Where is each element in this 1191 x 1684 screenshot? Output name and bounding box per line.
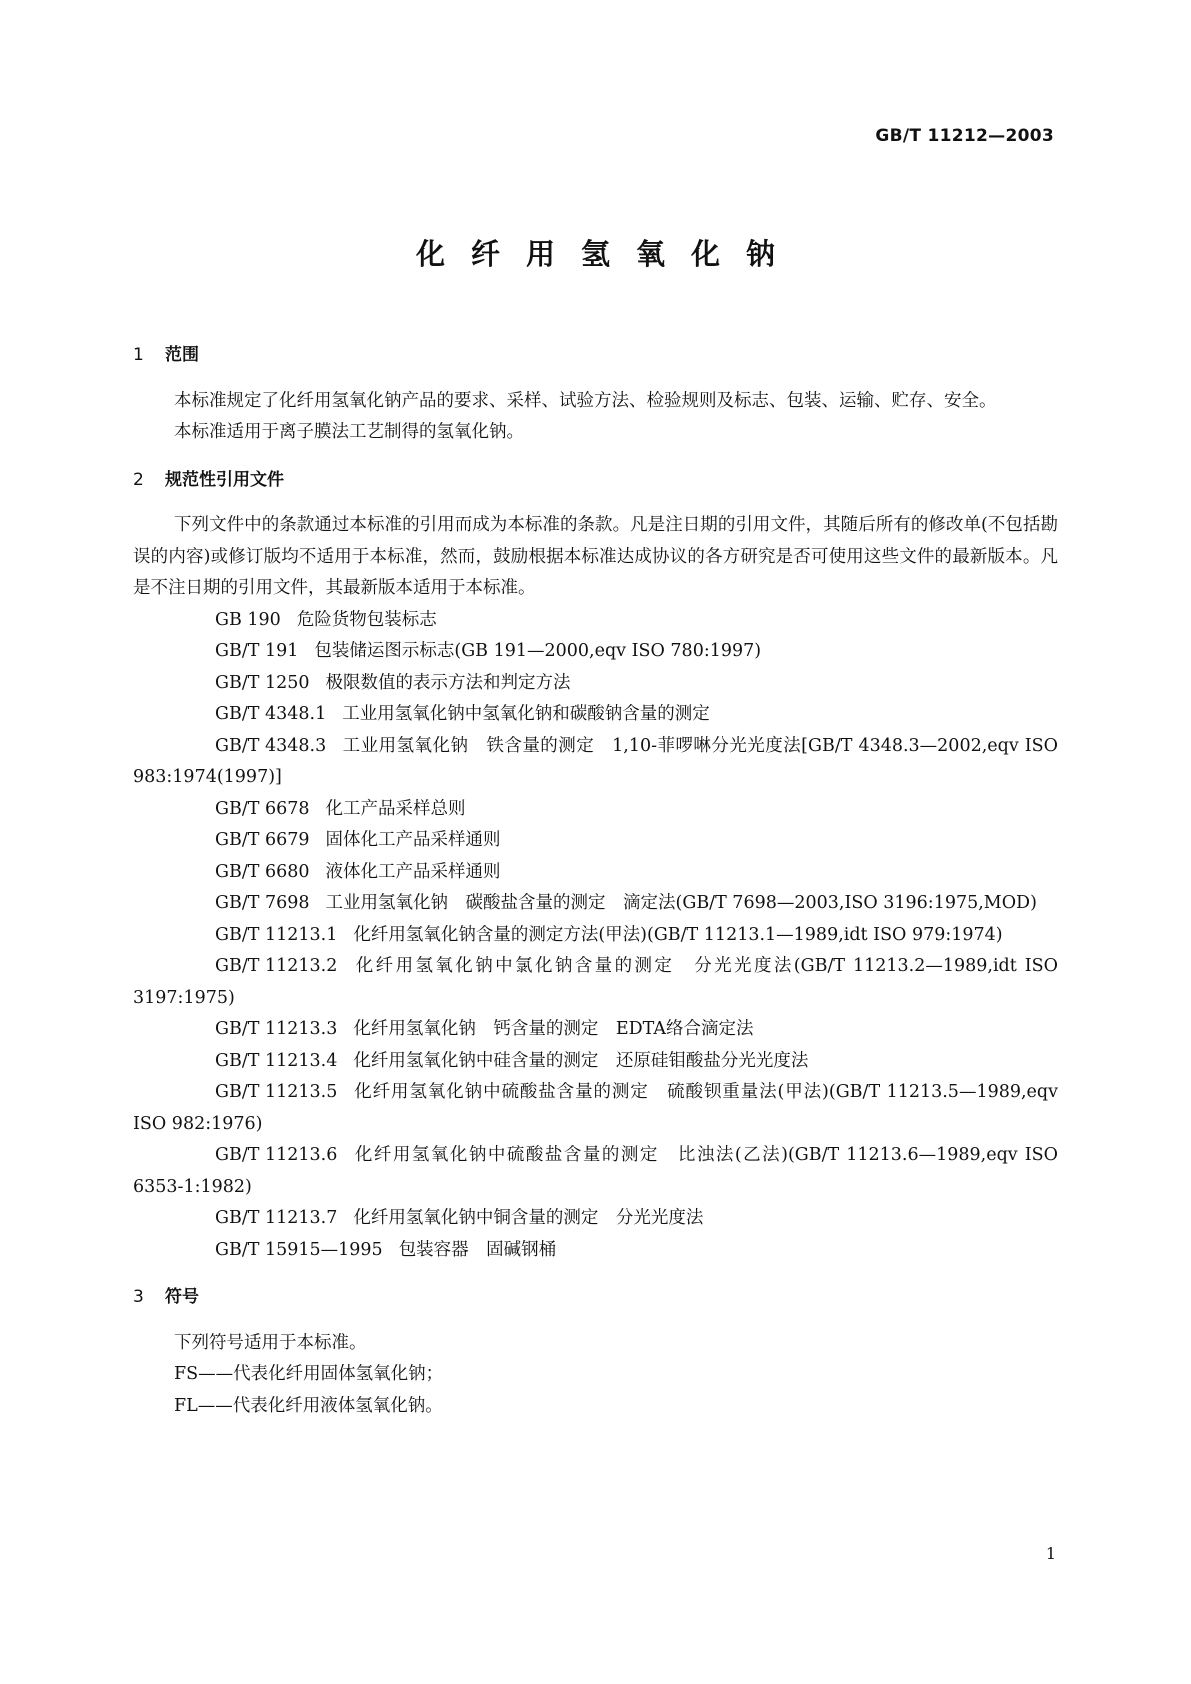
- section-heading: [133, 465, 1058, 497]
- reference-item: [133, 668, 1058, 700]
- reference-item: [133, 1046, 1058, 1078]
- reference-title: 化纤用氢氧化钠 钙含量的测定 EDTA络合滴定法: [353, 1019, 754, 1039]
- symbol-definition: FS——代表化纤用固体氢氧化钠；: [174, 1364, 444, 1384]
- reference-title: 化纤用氢氧化钠中硅含量的测定 还原硅钼酸盐分光光度法: [353, 1050, 809, 1071]
- section-heading: [133, 1282, 1058, 1314]
- reference-title: 化纤用氢氧化钠含量的测定方法(甲法)(GB/T 11213.1—1989,idt ISO 979:1974): [353, 924, 1003, 945]
- section-heading: [133, 340, 1058, 372]
- reference-title: 固体化工产品采样通则: [325, 830, 501, 850]
- reference-item: [133, 699, 1058, 731]
- reference-item: [133, 920, 1058, 952]
- reference-code: GB/T 15915—1995: [215, 1239, 383, 1260]
- reference-title: 包装储运图示标志(GB 191—2000,eqv ISO 780:1997): [314, 641, 762, 661]
- reference-item: [133, 857, 1058, 889]
- paragraph: 本标准适用于离子膜法工艺制得的氢氧化钠。: [174, 422, 524, 442]
- reference-item: [133, 888, 1058, 920]
- section-number: 1: [133, 345, 144, 365]
- reference-item: [133, 731, 1058, 794]
- paragraph: 下列文件中的条款通过本标准的引用而成为本标准的条款。凡是注日期的引用文件，其随后所有的修改单(不包括勘误的内容)或修订版均不适用于本标准，然而，鼓励根据本标准达成协议的各方研究是否可使用这些文件的最新版本。凡是不注日期的引用文件，其最新版本适用于本标准。: [133, 515, 1058, 598]
- document-body: [133, 340, 1058, 1438]
- section-title: 规范性引用文件: [165, 469, 284, 490]
- section-number: 3: [133, 1287, 144, 1307]
- reference-item: [133, 794, 1058, 826]
- reference-code: GB 190: [215, 609, 281, 630]
- reference-title: 工业用氢氧化钠中氢氧化钠和碳酸钠含量的测定: [342, 704, 710, 724]
- reference-code: GB/T 11213.6: [215, 1145, 338, 1165]
- reference-code: GB/T 11213.2: [215, 956, 338, 976]
- section-symbols: [133, 1282, 1058, 1422]
- paragraph: 本标准规定了化纤用氢氧化钠产品的要求、采样、试验方法、检验规则及标志、包装、运输、贮存、安全。: [174, 390, 997, 411]
- reference-list: [133, 605, 1058, 1267]
- reference-title: 极限数值的表示方法和判定方法: [325, 672, 571, 693]
- reference-code: GB/T 4348.3: [215, 735, 327, 756]
- reference-code: GB/T 6680: [215, 861, 310, 882]
- section-title: 符号: [165, 1287, 199, 1307]
- reference-code: GB/T 1250: [215, 672, 310, 693]
- paragraph: 下列符号适用于本标准。: [174, 1332, 367, 1353]
- reference-code: GB/T 11213.7: [215, 1208, 338, 1228]
- reference-title: 化纤用氢氧化钠中硫酸盐含量的测定 硫酸钡重量法(甲法)(GB/T 11213.5—1989,eqv ISO 982:1976): [133, 1082, 1058, 1134]
- reference-title: 包装容器 固碱钢桶: [398, 1239, 557, 1260]
- reference-title: 化纤用氢氧化钠中铜含量的测定 分光光度法: [353, 1208, 704, 1228]
- reference-code: GB/T 6679: [215, 830, 310, 850]
- reference-item: [133, 825, 1058, 857]
- reference-code: GB/T 4348.1: [215, 704, 327, 724]
- reference-item: [133, 1203, 1058, 1235]
- reference-title: 化纤用氢氧化钠中氯化钠含量的测定 分光光度法(GB/T 11213.2—1989,idt ISO 3197:1975): [133, 956, 1058, 1008]
- reference-code: GB/T 11213.3: [215, 1019, 338, 1039]
- document-title: 化纤用氢氧化钠: [415, 237, 801, 271]
- reference-title: 化纤用氢氧化钠中硫酸盐含量的测定 比浊法(乙法)(GB/T 11213.6—1989,eqv ISO 6353-1:1982): [133, 1145, 1058, 1197]
- reference-code: GB/T 11213.4: [215, 1050, 338, 1071]
- reference-code: GB/T 7698: [215, 893, 310, 913]
- section-normative-references: [133, 465, 1058, 1267]
- reference-item: [133, 1077, 1058, 1140]
- reference-item: [133, 1140, 1058, 1203]
- reference-code: GB/T 6678: [215, 798, 310, 819]
- section-number: 2: [133, 469, 144, 490]
- reference-code: GB/T 191: [215, 641, 299, 661]
- reference-item: [133, 636, 1058, 668]
- section-title: 范围: [165, 345, 199, 365]
- symbol-definition: FL——代表化纤用液体氢氧化钠。: [174, 1395, 443, 1416]
- reference-item: [133, 951, 1058, 1014]
- reference-title: 工业用氢氧化钠 铁含量的测定 1,10-菲啰啉分光光度法[GB/T 4348.3—2002,eqv ISO 983:1974(1997)]: [133, 735, 1058, 787]
- reference-code: GB/T 11213.1: [215, 924, 338, 945]
- reference-title: 液体化工产品采样通则: [325, 861, 501, 882]
- reference-item: [133, 1014, 1058, 1046]
- reference-title: 化工产品采样总则: [325, 798, 466, 819]
- page-number: 1: [1045, 1544, 1056, 1563]
- reference-title: 危险货物包装标志: [296, 609, 437, 630]
- section-scope: [133, 340, 1058, 449]
- reference-item: [133, 1235, 1058, 1267]
- standard-code: GB/T 11212—2003: [875, 126, 1054, 146]
- reference-title: 工业用氢氧化钠 碳酸盐含量的测定 滴定法(GB/T 7698—2003,ISO 3196:1975,MOD): [325, 893, 1037, 913]
- reference-item: [133, 605, 1058, 637]
- reference-code: GB/T 11213.5: [215, 1082, 338, 1102]
